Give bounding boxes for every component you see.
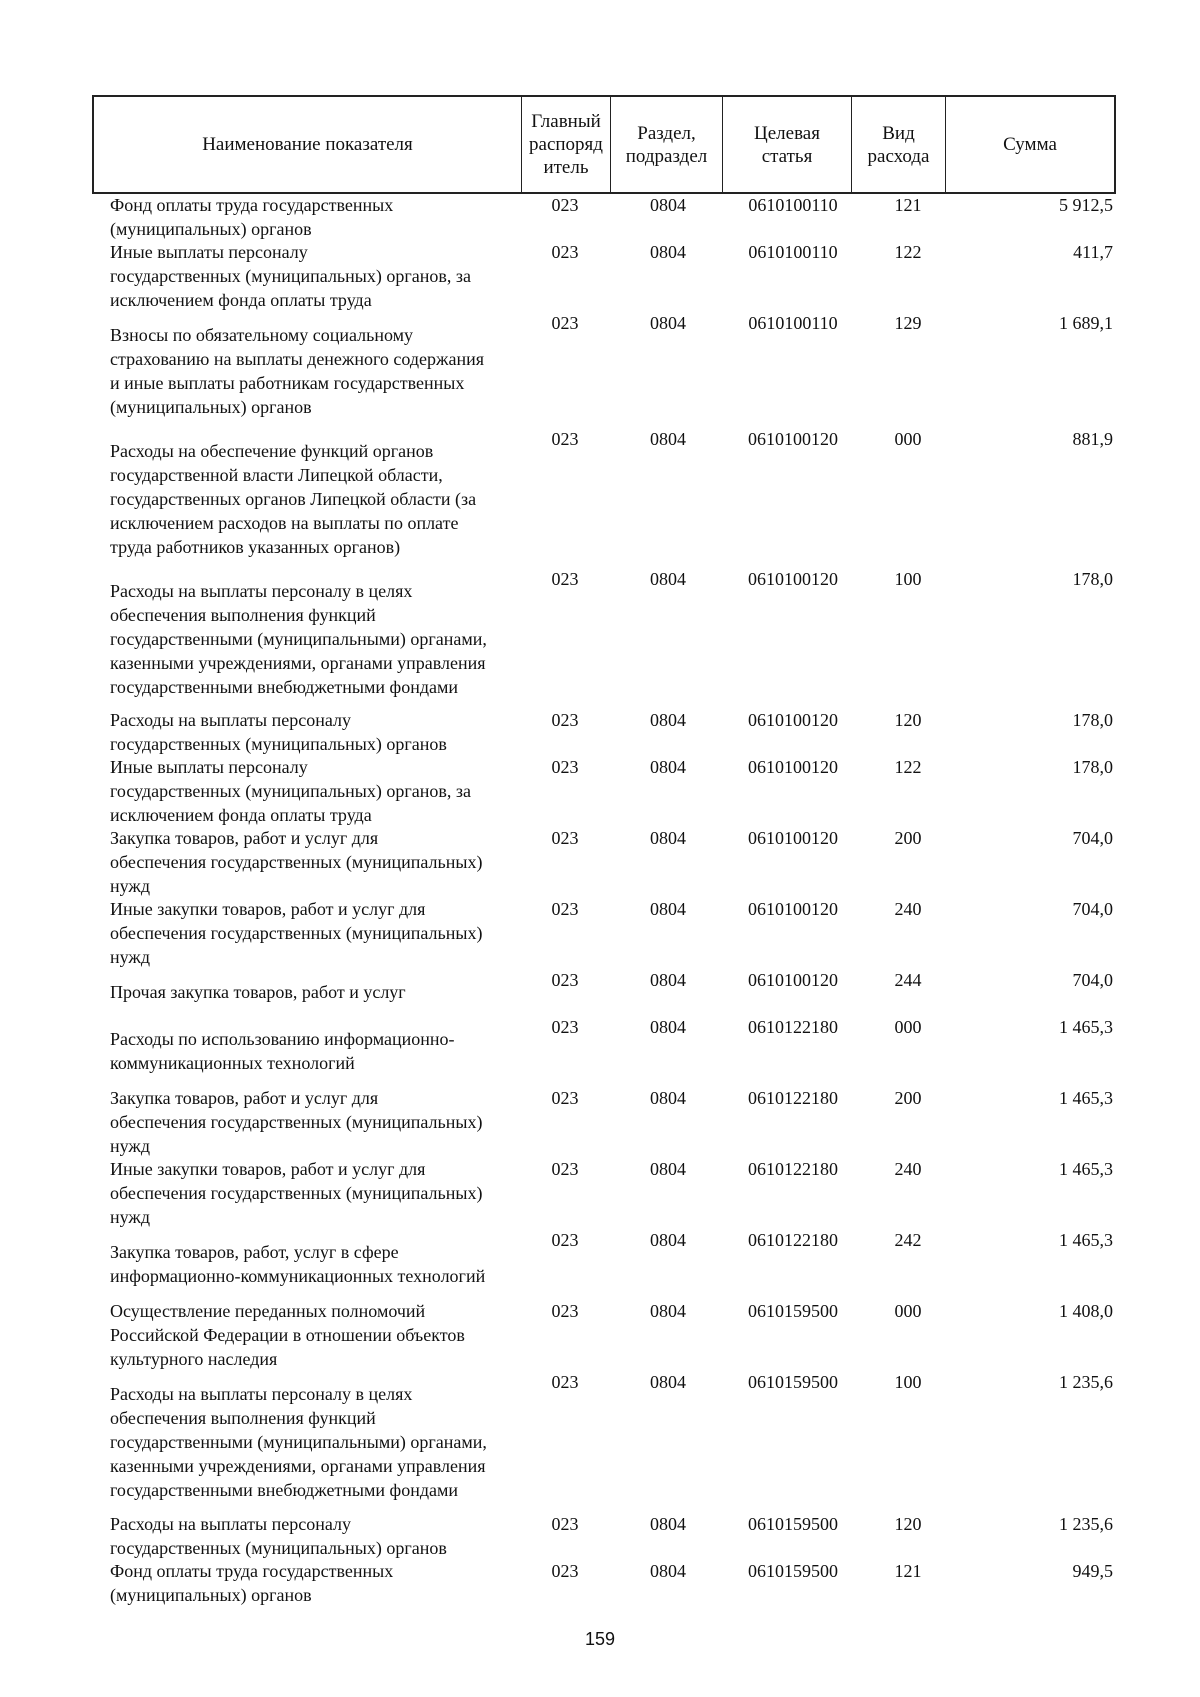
row-target-article: 0610122180 — [748, 1017, 838, 1037]
row-section: 0804 — [650, 1230, 686, 1250]
row-sum: 704,0 — [1072, 899, 1113, 919]
row-name: Иные закупки товаров, работ и услуг для обеспечения государственных (муниципальных) нужд — [110, 1159, 483, 1227]
row-section: 0804 — [650, 195, 686, 215]
row-sum: 1 465,3 — [1059, 1017, 1113, 1037]
row-sum: 178,0 — [1072, 757, 1113, 777]
row-chief-manager: 023 — [551, 1561, 579, 1581]
row-expense-type: 121 — [894, 195, 922, 215]
row-expense-type: 121 — [894, 1561, 922, 1581]
row-sum: 1 235,6 — [1059, 1372, 1113, 1392]
row-chief-manager: 023 — [551, 1159, 579, 1179]
row-chief-manager: 023 — [551, 569, 579, 589]
row-sum: 178,0 — [1072, 569, 1113, 589]
row-chief-manager: 023 — [551, 710, 579, 730]
row-section: 0804 — [650, 1372, 686, 1392]
row-sum: 949,5 — [1072, 1561, 1113, 1581]
row-section: 0804 — [650, 1514, 686, 1534]
row-sum: 1 408,0 — [1059, 1301, 1113, 1321]
row-expense-type: 240 — [894, 1159, 922, 1179]
row-sum: 1 235,6 — [1059, 1514, 1113, 1534]
row-expense-type: 244 — [894, 970, 922, 990]
row-target-article: 0610159500 — [748, 1561, 838, 1581]
row-target-article: 0610100120 — [748, 429, 838, 449]
row-name: Расходы на выплаты персоналу в целях обеспечения выполнения функций государственными (муниципальными) органами, казенными учреждениями, органами управления государственными внебюджетными фондами — [110, 1384, 487, 1500]
row-name: Взносы по обязательному социальному страхованию на выплаты денежного содержания и иные выплаты работникам государственных (муниципальных) органов — [110, 325, 485, 417]
row-expense-type: 120 — [894, 710, 922, 730]
row-expense-type: 129 — [894, 313, 922, 333]
row-sum: 5 912,5 — [1059, 195, 1113, 215]
row-target-article: 0610100120 — [748, 569, 838, 589]
row-chief-manager: 023 — [551, 1301, 579, 1321]
row-section: 0804 — [650, 970, 686, 990]
row-expense-type: 200 — [894, 1088, 922, 1108]
row-target-article: 0610159500 — [748, 1514, 838, 1534]
row-sum: 1 465,3 — [1059, 1088, 1113, 1108]
row-target-article: 0610100120 — [748, 828, 838, 848]
row-target-article: 0610159500 — [748, 1301, 838, 1321]
row-sum: 1 689,1 — [1059, 313, 1113, 333]
row-expense-type: 122 — [894, 242, 922, 262]
row-name: Расходы на обеспечение функций органов государственной власти Липецкой области, государственных органов Липецкой области (за исключением расходов на выплаты по оплате труда работников указанных органов) — [110, 441, 477, 557]
row-sum: 881,9 — [1072, 429, 1113, 449]
row-sum: 411,7 — [1073, 242, 1113, 262]
row-target-article: 0610100110 — [748, 242, 838, 262]
row-name: Закупка товаров, работ, услуг в сфере информационно-коммуникационных технологий — [110, 1242, 486, 1286]
row-name: Иные закупки товаров, работ и услуг для обеспечения государственных (муниципальных) нужд — [110, 899, 483, 967]
row-section: 0804 — [650, 313, 686, 333]
row-target-article: 0610100120 — [748, 899, 838, 919]
row-sum: 178,0 — [1072, 710, 1113, 730]
row-expense-type: 122 — [894, 757, 922, 777]
row-chief-manager: 023 — [551, 828, 579, 848]
row-name: Расходы по использованию информационно- коммуникационных технологий — [110, 1029, 455, 1073]
row-name: Прочая закупка товаров, работ и услуг — [110, 982, 406, 1002]
row-target-article: 0610159500 — [748, 1372, 838, 1392]
row-section: 0804 — [650, 1017, 686, 1037]
page-number: 159 — [584, 1629, 616, 1649]
header-section: Раздел, подраздел — [611, 97, 723, 192]
row-chief-manager: 023 — [551, 1017, 579, 1037]
row-chief-manager: 023 — [551, 970, 579, 990]
row-expense-type: 000 — [894, 1301, 922, 1321]
row-section: 0804 — [650, 429, 686, 449]
row-name: Закупка товаров, работ и услуг для обеспечения государственных (муниципальных) нужд — [110, 1088, 483, 1156]
row-name: Расходы на выплаты персоналу в целях обеспечения выполнения функций государственными (муниципальными) органами, казенными учреждениями, органами управления государственными внебюджетными фондами — [110, 581, 487, 697]
row-expense-type: 100 — [894, 1372, 922, 1392]
row-expense-type: 200 — [894, 828, 922, 848]
row-name: Фонд оплаты труда государственных (муниципальных) органов — [110, 195, 394, 239]
row-chief-manager: 023 — [551, 195, 579, 215]
row-section: 0804 — [650, 710, 686, 730]
row-expense-type: 242 — [894, 1230, 922, 1250]
row-name: Расходы на выплаты персоналу государственных (муниципальных) органов — [110, 710, 447, 754]
row-target-article: 0610122180 — [748, 1159, 838, 1179]
row-section: 0804 — [650, 242, 686, 262]
row-target-article: 0610100120 — [748, 710, 838, 730]
header-target-article: Целевая статья — [723, 97, 852, 192]
row-sum: 1 465,3 — [1059, 1159, 1113, 1179]
row-target-article: 0610100120 — [748, 757, 838, 777]
row-section: 0804 — [650, 1159, 686, 1179]
row-name: Иные выплаты персоналу государственных (муниципальных) органов, за исключением фонда оплаты труда — [110, 757, 471, 825]
row-section: 0804 — [650, 757, 686, 777]
row-sum: 704,0 — [1072, 970, 1113, 990]
row-chief-manager: 023 — [551, 899, 579, 919]
row-name: Осуществление переданных полномочий Российской Федерации в отношении объектов культурного наследия — [110, 1301, 465, 1369]
row-chief-manager: 023 — [551, 242, 579, 262]
header-sum: Сумма — [1003, 134, 1057, 155]
row-name: Фонд оплаты труда государственных (муниципальных) органов — [110, 1561, 394, 1605]
row-expense-type: 000 — [894, 1017, 922, 1037]
header-chief-manager: Главный распоряд итель — [522, 97, 611, 192]
row-target-article: 0610122180 — [748, 1088, 838, 1108]
row-chief-manager: 023 — [551, 1372, 579, 1392]
row-name: Иные выплаты персоналу государственных (муниципальных) органов, за исключением фонда оплаты труда — [110, 242, 471, 310]
row-expense-type: 100 — [894, 569, 922, 589]
row-sum: 1 465,3 — [1059, 1230, 1113, 1250]
row-chief-manager: 023 — [551, 1514, 579, 1534]
row-section: 0804 — [650, 1088, 686, 1108]
row-chief-manager: 023 — [551, 757, 579, 777]
row-chief-manager: 023 — [551, 1088, 579, 1108]
row-expense-type: 120 — [894, 1514, 922, 1534]
row-name: Закупка товаров, работ и услуг для обеспечения государственных (муниципальных) нужд — [110, 828, 483, 896]
row-expense-type: 000 — [894, 429, 922, 449]
header-expense-type: Вид расхода — [852, 97, 946, 192]
row-target-article: 0610100110 — [748, 195, 838, 215]
row-target-article: 0610100120 — [748, 970, 838, 990]
row-section: 0804 — [650, 569, 686, 589]
row-target-article: 0610122180 — [748, 1230, 838, 1250]
row-section: 0804 — [650, 828, 686, 848]
row-section: 0804 — [650, 899, 686, 919]
row-expense-type: 240 — [894, 899, 922, 919]
row-section: 0804 — [650, 1301, 686, 1321]
row-name: Расходы на выплаты персоналу государственных (муниципальных) органов — [110, 1514, 447, 1558]
row-target-article: 0610100110 — [748, 313, 838, 333]
header-name: Наименование показателя — [94, 97, 522, 192]
row-chief-manager: 023 — [551, 313, 579, 333]
row-chief-manager: 023 — [551, 1230, 579, 1250]
row-sum: 704,0 — [1072, 828, 1113, 848]
row-section: 0804 — [650, 1561, 686, 1581]
row-chief-manager: 023 — [551, 429, 579, 449]
